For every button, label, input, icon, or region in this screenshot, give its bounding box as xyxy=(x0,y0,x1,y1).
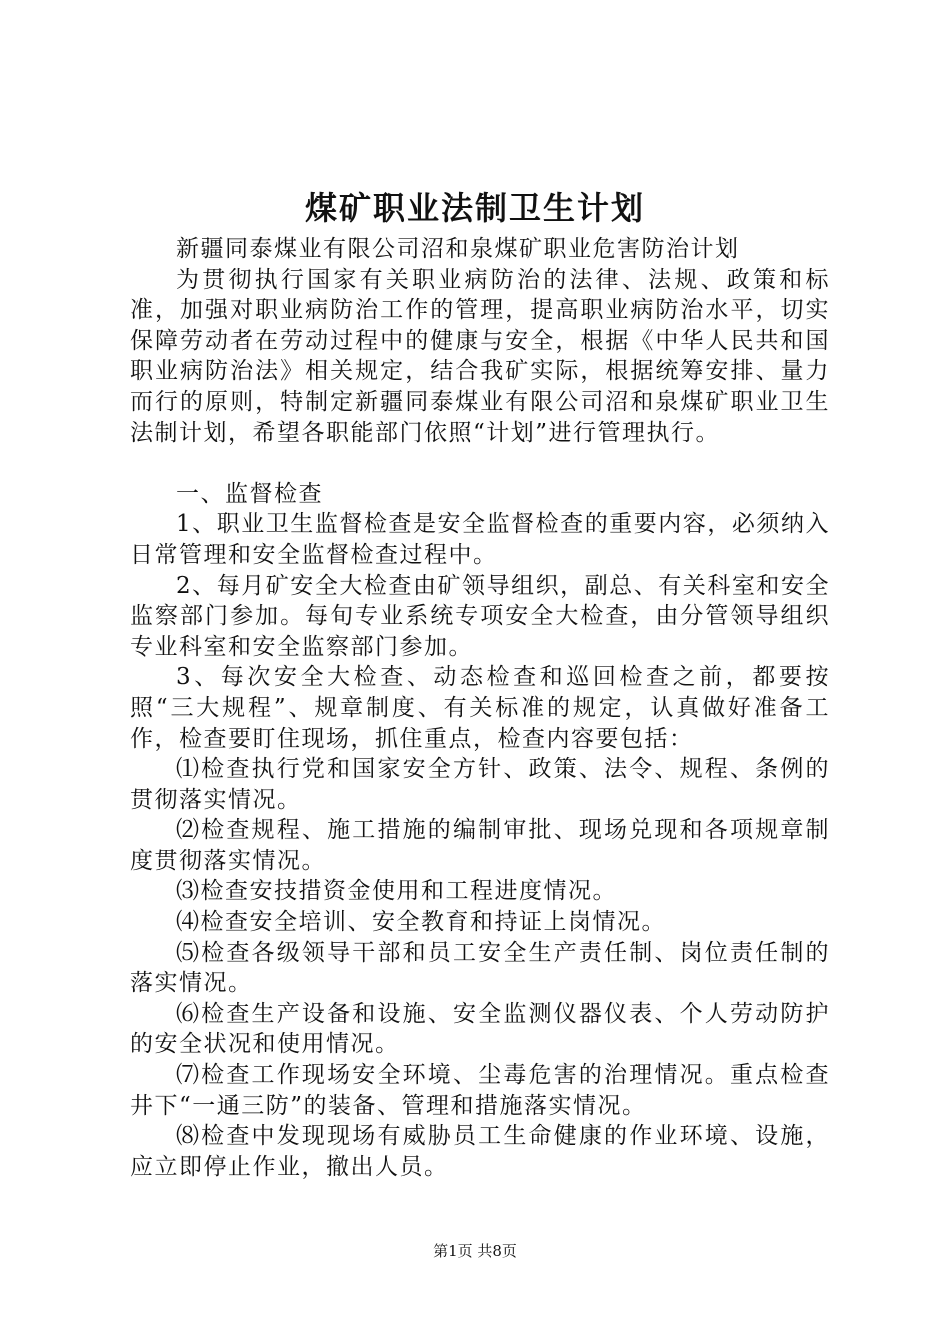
list-item: ⑻检查中发现现场有威胁员工生命健康的作业环境、设施，应立即停止作业，撤出人员。 xyxy=(130,1123,830,1180)
section-heading: 一、监督检查 xyxy=(176,480,323,507)
blank-line xyxy=(130,448,830,479)
list-item: ⑸检查各级领导干部和员工安全生产责任制、岗位责任制的落实情况。 xyxy=(130,939,830,997)
list-item: ⑶检查安技措资金使用和工程进度情况。 xyxy=(176,878,617,905)
list-item: ⑷检查安全培训、安全教育和持证上岗情况。 xyxy=(176,909,666,936)
list-item: ⑴检查执行党和国家安全方针、政策、法令、规程、条例的贯彻落实情况。 xyxy=(130,756,830,813)
paragraph: 3、每次安全大检查、动态检查和巡回检查之前，都要按照“三大规程”、规章制度、有关标准的规定，认真做好准备工作，检查要盯住现场，抓住重点，检查内容要包括： xyxy=(130,664,830,752)
document-body xyxy=(130,234,830,1182)
paragraph: 1、职业卫生监督检查是安全监督检查的重要内容，必须纳入日常管理和安全监督检查过程中。 xyxy=(130,511,830,568)
list-item: ⑹检查生产设备和设施、安全监测仪器仪表、个人劳动防护的安全状况和使用情况。 xyxy=(130,1000,830,1058)
document-title: 煤矿职业法制卫生计划 xyxy=(304,189,645,227)
paragraph: 为贯彻执行国家有关职业病防治的法律、法规、政策和标准，加强对职业病防治工作的管理，提高职业病防治水平，切实保障劳动者在劳动过程中的健康与安全，根据《中华人民共和国职业病防治法》相关规定，结合我矿实际，根据统筹安排、量力而行的原则，特制定新疆同泰煤业有限公司沼和泉煤矿职业卫生法制计划，希望各职能部门依照“计划”进行管理执行。 xyxy=(130,266,830,446)
paragraph: 2、每月矿安全大检查由矿领导组织，副总、有关科室和安全监察部门参加。每旬专业系统专项安全大检查，由分管领导组织专业科室和安全监察部门参加。 xyxy=(130,572,830,660)
paragraph: 新疆同泰煤业有限公司沼和泉煤矿职业危害防治计划 xyxy=(176,236,740,262)
page-number-footer: 第1页 共8页 xyxy=(433,1242,517,1260)
list-item: ⑺检查工作现场安全环境、尘毒危害的治理情况。重点检查井下“一通三防”的装备、管理和措施落实情况。 xyxy=(130,1062,830,1119)
list-item: ⑵检查规程、施工措施的编制审批、现场兑现和各项规章制度贯彻落实情况。 xyxy=(130,817,830,874)
